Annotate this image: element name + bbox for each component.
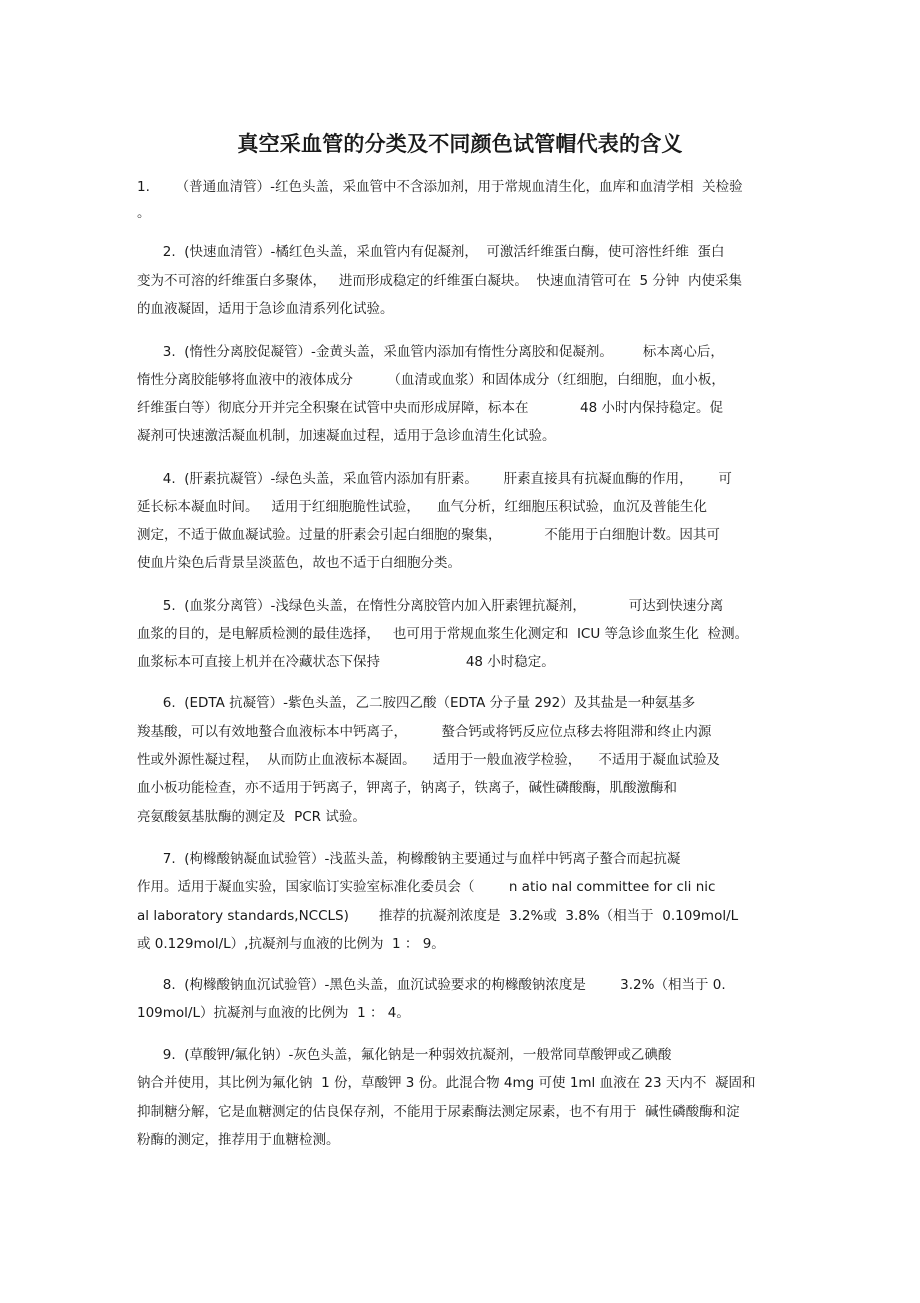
paragraph-4-line-1: 4. (肝素抗凝管）-绿色头盖，采血管内添加有肝素。 肝素直接具有抗凝血酶的作用， 可 bbox=[137, 471, 732, 487]
paragraph-8-line-1: 8. (枸橼酸钠血沉试验管）-黑色头盖，血沉试验要求的枸橼酸钠浓度是 3.2%（相当于 0. bbox=[137, 977, 726, 993]
paragraph-1-line-1: 1. （普通血清管）-红色头盖，采血管中不含添加剂，用于常规血清生化，血库和血清学相 关检验 bbox=[137, 179, 743, 195]
paragraph-7-line-2: 作用。适用于凝血实验，国家临订实验室标准化委员会（ n atio nal committee for cli nic bbox=[137, 879, 716, 895]
paragraph-6-line-4: 血小板功能检查，亦不适用于钙离子，钾离子，钠离子，铁离子，碱性磷酸酶，肌酸激酶和 bbox=[137, 780, 677, 796]
paragraph-6-line-5: 亮氨酸氨基肽酶的测定及 PCR 试验。 bbox=[137, 809, 366, 825]
paragraph-8-line-2: 109mol/L）抗凝剂与血液的比例为 1 ： 4。 bbox=[137, 1005, 410, 1021]
paragraph-2-line-2: 变为不可溶的纤维蛋白多聚体， 进而形成稳定的纤维蛋白凝块。 快速血清管可在 5 分钟 内使采集 bbox=[137, 273, 743, 289]
paragraph-5-line-2: 血浆的目的，是电解质检测的最佳选择， 也可用于常规血浆生化测定和 ICU 等急诊血浆生化 检测。 bbox=[137, 626, 749, 642]
paragraph-9-line-3: 抑制糖分解，它是血糖测定的估良保存剂，不能用于尿素酶法测定尿素，也不有用于 碱性磷酸酶和淀 bbox=[137, 1104, 740, 1120]
paragraph-5-line-3: 血浆标本可直接上机并在冷藏状态下保持 48 小时稳定。 bbox=[137, 654, 555, 670]
paragraph-9-line-2: 钠合并使用，其比例为氟化钠 1 份，草酸钾 3 份。此混合物 4mg 可使 1ml 血液在 23 天内不 凝固和 bbox=[137, 1075, 756, 1091]
page-title: 真空采血管的分类及不同颜色试管帽代表的含义 bbox=[237, 132, 683, 156]
paragraph-7-line-1: 7. (枸橼酸钠凝血试验管）-浅蓝头盖，枸橼酸钠主要通过与血样中钙离子螯合而起抗凝 bbox=[137, 851, 681, 867]
paragraph-2-line-3: 的血液凝固，适用于急诊血清系列化试验。 bbox=[137, 301, 394, 317]
paragraph-4-line-4: 使血片染色后背景呈淡蓝色，故也不适于白细胞分类。 bbox=[137, 555, 461, 571]
paragraph-9-line-4: 粉酶的测定，推荐用于血糖检测。 bbox=[137, 1132, 340, 1148]
paragraph-2-line-1: 2. (快速血清管）-橘红色头盖，采血管内有促凝剂， 可激活纤维蛋白酶，使可溶性纤维 蛋白 bbox=[137, 244, 725, 260]
paragraph-3-line-4: 凝剂可快速激活凝血机制，加速凝血过程，适用于急诊血清生化试验。 bbox=[137, 428, 556, 444]
paragraph-7-line-3: al laboratory standards,NCCLS) 推荐的抗凝剂浓度是 3.2%或 3.8%（相当于 0.109mol/L bbox=[137, 908, 739, 924]
paragraph-1-line-2: 。 bbox=[137, 205, 151, 221]
paragraph-6-line-1: 6. (EDTA 抗凝管）-紫色头盖，乙二胺四乙酸（EDTA 分子量 292）及其盐是一种氨基多 bbox=[137, 695, 696, 711]
paragraph-4-line-3: 测定，不适于做血凝试验。过量的肝素会引起白细胞的聚集， 不能用于白细胞计数。因其可 bbox=[137, 527, 720, 543]
paragraph-5-line-1: 5. (血浆分离管）-浅绿色头盖，在惰性分离胶管内加入肝素锂抗凝剂， 可达到快速分离 bbox=[137, 598, 724, 614]
paragraph-3-line-3: 纤维蛋白等）彻底分开并完全积聚在试管中央而形成屏障，标本在 48 小时内保持稳定。促 bbox=[137, 400, 723, 416]
paragraph-9-line-1: 9. (草酸钾/氟化钠）-灰色头盖，氟化钠是一种弱效抗凝剂，一般常同草酸钾或乙碘酸 bbox=[137, 1047, 672, 1063]
paragraph-3-line-2: 惰性分离胶能够将血液中的液体成分 （血清或血浆）和固体成分（红细胞，白细胞，血小板， bbox=[137, 372, 725, 388]
paragraph-6-line-2: 羧基酸，可以有效地螯合血液标本中钙离子， 螯合钙或将钙反应位点移去将阻滞和终止内源 bbox=[137, 724, 712, 740]
paragraph-6-line-3: 性或外源性凝过程， 从而防止血液标本凝固。 适用于一般血液学检验， 不适用于凝血试验及 bbox=[137, 752, 720, 768]
paragraph-7-line-4: 或 0.129mol/L）,抗凝剂与血液的比例为 1 ： 9。 bbox=[137, 936, 445, 952]
paragraph-4-line-2: 延长标本凝血时间。 适用于红细胞脆性试验， 血气分析，红细胞压积试验，血沉及普能生化 bbox=[137, 499, 708, 515]
paragraph-3-line-1: 3. (惰性分离胶促凝管）-金黄头盖，采血管内添加有惰性分离胶和促凝剂。 标本离心后， bbox=[137, 344, 724, 360]
